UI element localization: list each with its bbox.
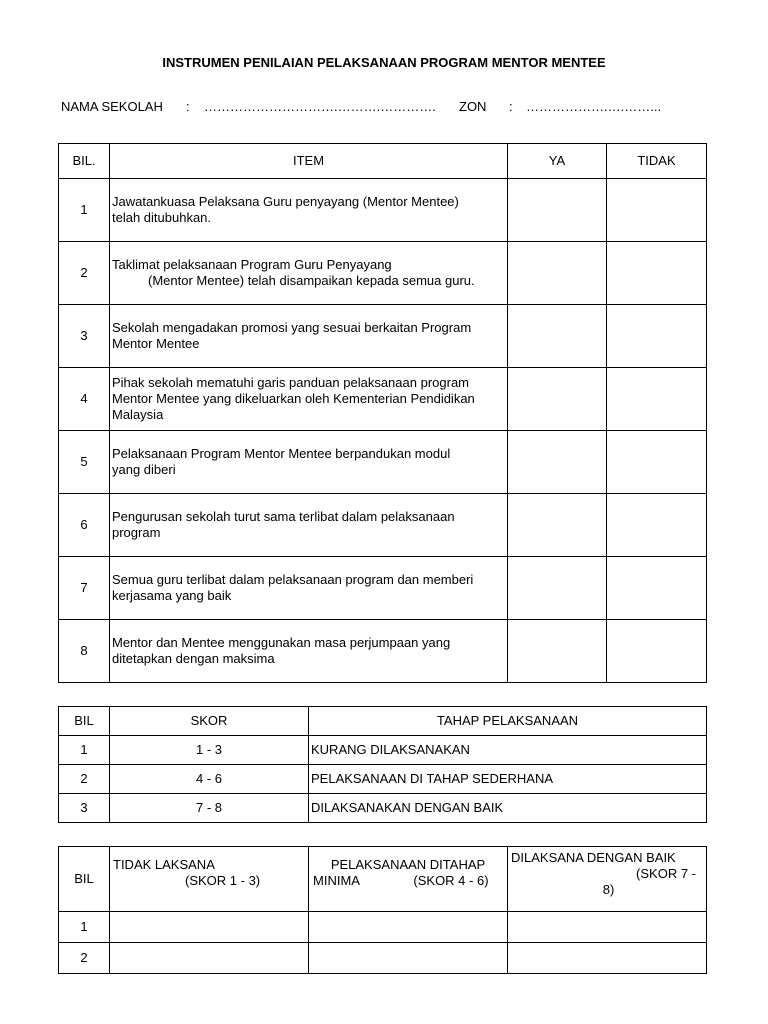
table-row [59, 368, 707, 431]
header-tidak-laksana: TIDAK LAKSANA (SKOR 1 - 3) [110, 847, 309, 912]
implementation-level: DILAKSANAKAN DENGAN BAIK [309, 794, 707, 823]
tidak-cell[interactable] [607, 431, 707, 494]
table-row [59, 943, 707, 974]
tidak-cell[interactable] [607, 368, 707, 431]
tidak-cell[interactable] [607, 494, 707, 557]
minima-cell[interactable] [309, 912, 508, 943]
baik-cell[interactable] [508, 943, 707, 974]
zone-colon: : [509, 99, 513, 114]
row-number: 3 [59, 794, 110, 823]
table-row [59, 179, 707, 242]
baik-cell[interactable] [508, 912, 707, 943]
implementation-level: KURANG DILAKSANAKAN [309, 736, 707, 765]
header-ya: YA [508, 144, 607, 179]
ya-cell[interactable] [508, 557, 607, 620]
assessment-table [58, 143, 707, 683]
item-text: Pelaksanaan Program Mentor Mentee berpandukan modul yang diberi [110, 431, 508, 494]
tidak-cell[interactable] [607, 557, 707, 620]
tidak-cell[interactable] [607, 305, 707, 368]
ya-cell[interactable] [508, 620, 607, 683]
table-row [59, 765, 707, 794]
header-bil: BIL [59, 707, 110, 736]
item-text: Semua guru terlibat dalam pelaksanaan program dan memberi kerjasama yang baik [110, 557, 508, 620]
result-table [58, 846, 707, 974]
implementation-level: PELAKSANAAN DI TAHAP SEDERHANA [309, 765, 707, 794]
header-dilaksana-baik: DILAKSANA DENGAN BAIK (SKOR 7 - 8) [508, 847, 707, 912]
row-number: 2 [59, 765, 110, 794]
table-row [59, 242, 707, 305]
row-number: 1 [59, 912, 110, 943]
row-number: 8 [59, 620, 110, 683]
ya-cell[interactable] [508, 305, 607, 368]
ya-cell[interactable] [508, 494, 607, 557]
table-row [59, 736, 707, 765]
table-row [59, 794, 707, 823]
table-header-row [59, 847, 707, 912]
item-text: Mentor dan Mentee menggunakan masa perjumpaan yang ditetapkan dengan maksima [110, 620, 508, 683]
header-bil: BIL. [59, 144, 110, 179]
table-row [59, 557, 707, 620]
row-number: 2 [59, 242, 110, 305]
header-minima: PELAKSANAAN DITAHAP MINIMA (SKOR 4 - 6) [309, 847, 508, 912]
school-colon: : [186, 99, 190, 114]
item-text: Pihak sekolah mematuhi garis panduan pelaksanaan program Mentor Mentee yang dikeluarkan oleh Kementerian Pendidikan Malaysia [110, 368, 508, 431]
score-table [58, 706, 707, 823]
school-info-line [0, 99, 768, 117]
ya-cell[interactable] [508, 179, 607, 242]
row-number: 5 [59, 431, 110, 494]
row-number: 1 [59, 736, 110, 765]
school-label: NAMA SEKOLAH [61, 99, 163, 114]
tidak-laksana-cell[interactable] [110, 912, 309, 943]
tidak-cell[interactable] [607, 242, 707, 305]
table-row [59, 620, 707, 683]
tidak-cell[interactable] [607, 179, 707, 242]
ya-cell[interactable] [508, 368, 607, 431]
item-text: Sekolah mengadakan promosi yang sesuai berkaitan Program Mentor Mentee [110, 305, 508, 368]
item-text: Jawatankuasa Pelaksana Guru penyayang (Mentor Mentee) telah ditubuhkan. [110, 179, 508, 242]
header-skor: SKOR [110, 707, 309, 736]
tidak-cell[interactable] [607, 620, 707, 683]
row-number: 2 [59, 943, 110, 974]
row-number: 7 [59, 557, 110, 620]
score-range: 1 - 3 [110, 736, 309, 765]
table-header-row [59, 144, 707, 179]
table-row [59, 494, 707, 557]
item-text: Pengurusan sekolah turut sama terlibat dalam pelaksanaan program [110, 494, 508, 557]
header-bil: BIL [59, 847, 110, 912]
score-range: 7 - 8 [110, 794, 309, 823]
table-row [59, 305, 707, 368]
row-number: 6 [59, 494, 110, 557]
ya-cell[interactable] [508, 431, 607, 494]
score-range: 4 - 6 [110, 765, 309, 794]
zone-label: ZON [459, 99, 487, 114]
tidak-laksana-cell[interactable] [110, 943, 309, 974]
document-title: INSTRUMEN PENILAIAN PELAKSANAAN PROGRAM MENTOR MENTEE [162, 55, 606, 70]
header-tidak: TIDAK [607, 144, 707, 179]
table-header-row [59, 707, 707, 736]
row-number: 1 [59, 179, 110, 242]
table-row [59, 431, 707, 494]
header-tahap: TAHAP PELAKSANAAN [309, 707, 707, 736]
ya-cell[interactable] [508, 242, 607, 305]
zone-field[interactable]: ……………….….……... [526, 99, 662, 114]
header-item: ITEM [110, 144, 508, 179]
row-number: 4 [59, 368, 110, 431]
school-name-field[interactable]: ………………………….……….…………. [204, 99, 436, 114]
minima-cell[interactable] [309, 943, 508, 974]
table-row [59, 912, 707, 943]
row-number: 3 [59, 305, 110, 368]
item-text: Taklimat pelaksanaan Program Guru Penyayang (Mentor Mentee) telah disampaikan kepada semua guru. [110, 242, 508, 305]
